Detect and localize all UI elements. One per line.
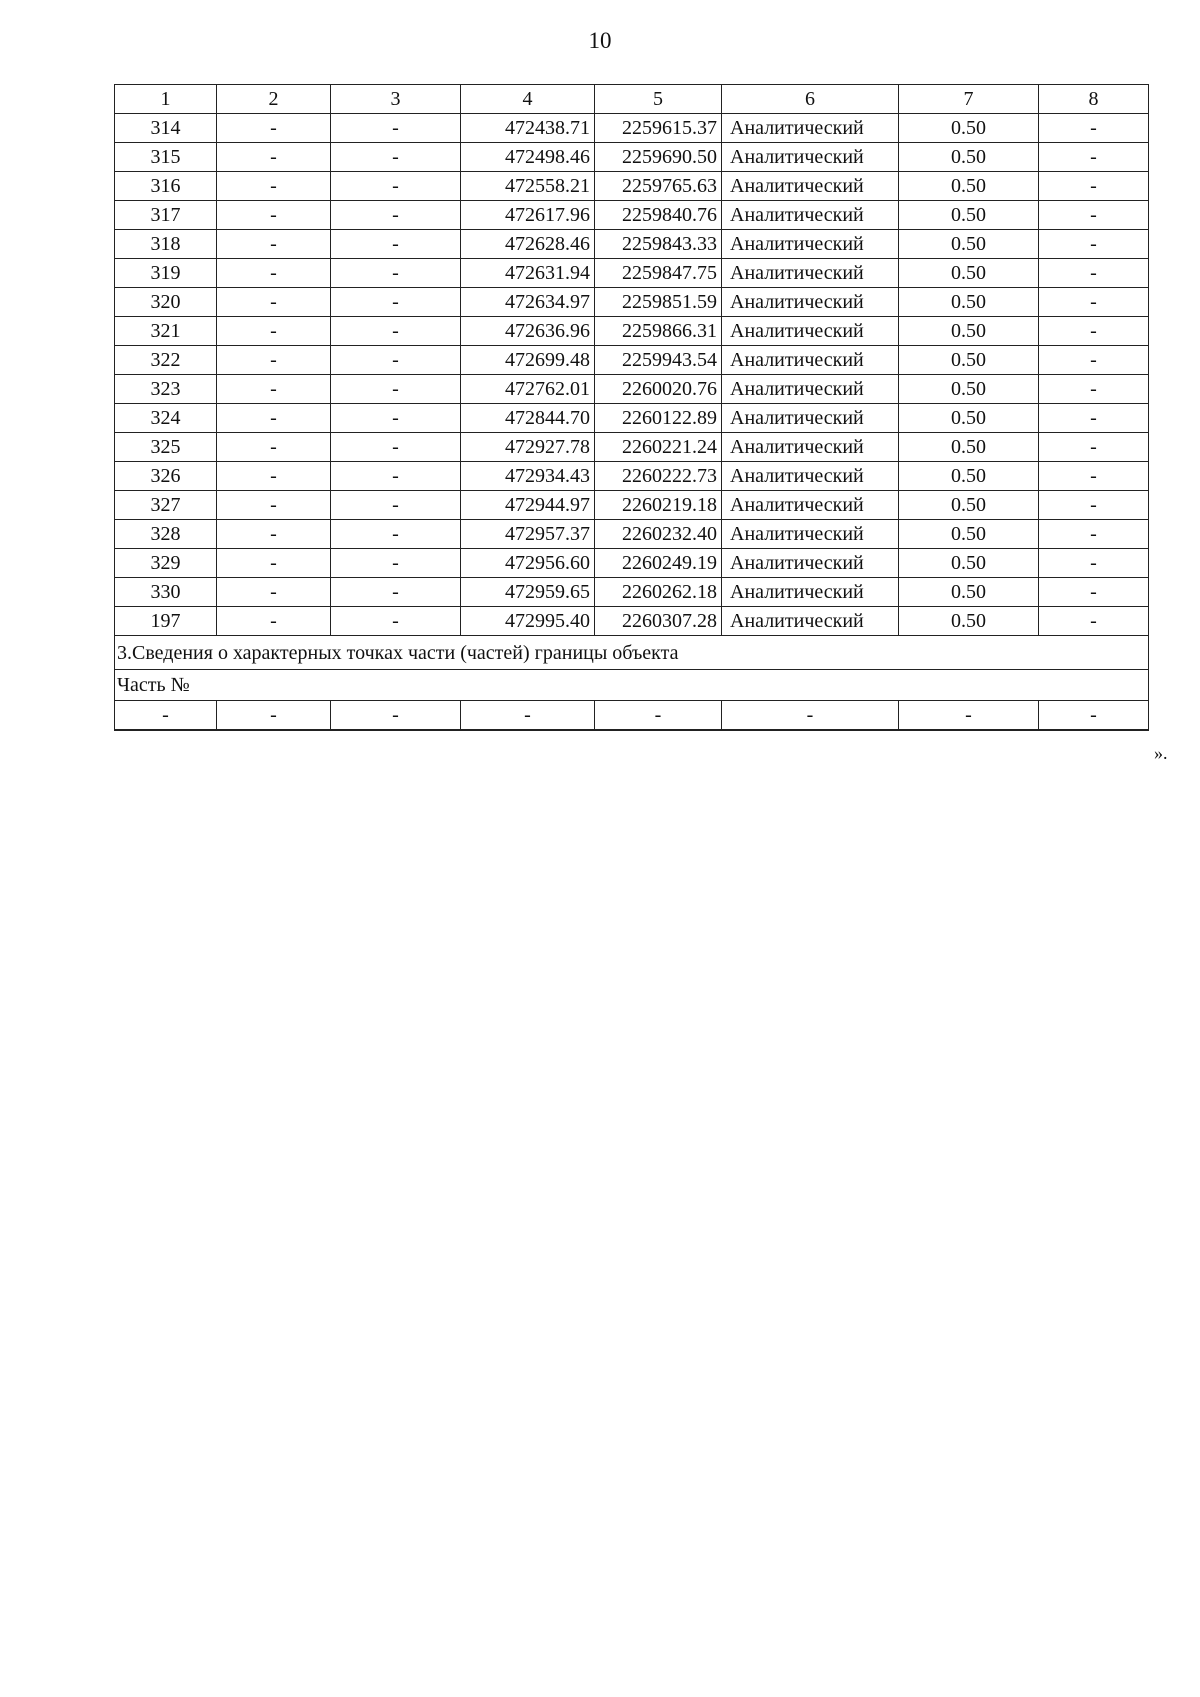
table-cell-col-5: 2260122.89 [595, 404, 722, 433]
table-cell-col-3: - [331, 288, 461, 317]
table-cell-col-3: - [331, 317, 461, 346]
table-cell-col-5: 2259690.50 [595, 143, 722, 172]
table-cell-col-8: - [1039, 230, 1149, 259]
table-cell-col-4: 472762.01 [461, 375, 595, 404]
table-cell-col-6: Аналитический [722, 375, 899, 404]
table-cell-col-5: 2259843.33 [595, 230, 722, 259]
table-cell-col-4: 472934.43 [461, 462, 595, 491]
closing-quote-mark: ». [1154, 743, 1168, 763]
table-cell-col-5: 2260222.73 [595, 462, 722, 491]
table-cell-col-6: Аналитический [722, 143, 899, 172]
table-cell-col-1: 324 [115, 404, 217, 433]
table-cell-col-2: - [217, 607, 331, 636]
table-cell-col-2: - [217, 230, 331, 259]
table-cell-col-8: - [1039, 578, 1149, 607]
table-row [115, 520, 1149, 549]
table-cell-col-3: - [331, 491, 461, 520]
part-cell-3: - [331, 701, 461, 731]
header-cell-6: 6 [722, 85, 899, 114]
table-body [115, 114, 1149, 636]
table-cell-col-1: 320 [115, 288, 217, 317]
table-row [115, 462, 1149, 491]
table-cell-col-8: - [1039, 462, 1149, 491]
table-cell-col-3: - [331, 520, 461, 549]
table-cell-col-6: Аналитический [722, 259, 899, 288]
table-cell-col-5: 2260249.19 [595, 549, 722, 578]
table-cell-col-4: 472634.97 [461, 288, 595, 317]
table-cell-col-1: 316 [115, 172, 217, 201]
table-cell-col-6: Аналитический [722, 230, 899, 259]
table-cell-col-2: - [217, 520, 331, 549]
table-cell-col-7: 0.50 [899, 143, 1039, 172]
table-cell-col-5: 2259840.76 [595, 201, 722, 230]
table-cell-col-4: 472438.71 [461, 114, 595, 143]
table-cell-col-2: - [217, 143, 331, 172]
table-cell-col-4: 472558.21 [461, 172, 595, 201]
table-cell-col-6: Аналитический [722, 520, 899, 549]
table-cell-col-1: 328 [115, 520, 217, 549]
table-row [115, 578, 1149, 607]
table-cell-col-3: - [331, 259, 461, 288]
table-cell-col-3: - [331, 578, 461, 607]
table-cell-col-2: - [217, 288, 331, 317]
table-cell-col-6: Аналитический [722, 172, 899, 201]
page-number: 10 [588, 28, 612, 53]
table-row [115, 114, 1149, 143]
table-cell-col-6: Аналитический [722, 404, 899, 433]
table-cell-col-6: Аналитический [722, 491, 899, 520]
table-cell-col-3: - [331, 375, 461, 404]
table-cell-col-2: - [217, 114, 331, 143]
table-cell-col-8: - [1039, 607, 1149, 636]
table-cell-col-7: 0.50 [899, 491, 1039, 520]
table-cell-col-4: 472617.96 [461, 201, 595, 230]
table-cell-col-6: Аналитический [722, 346, 899, 375]
table-cell-col-8: - [1039, 172, 1149, 201]
table-cell-col-5: 2259943.54 [595, 346, 722, 375]
table-cell-col-5: 2260219.18 [595, 491, 722, 520]
table-cell-col-2: - [217, 462, 331, 491]
part-cell-4: - [461, 701, 595, 731]
header-cell-5: 5 [595, 85, 722, 114]
table-cell-col-7: 0.50 [899, 114, 1039, 143]
table-cell-col-5: 2259765.63 [595, 172, 722, 201]
table-cell-col-7: 0.50 [899, 578, 1039, 607]
table-cell-col-8: - [1039, 114, 1149, 143]
table-row [115, 201, 1149, 230]
table-cell-col-1: 327 [115, 491, 217, 520]
table-cell-col-3: - [331, 346, 461, 375]
table-cell-col-7: 0.50 [899, 317, 1039, 346]
part-label-row [115, 670, 1149, 701]
table-cell-col-4: 472699.48 [461, 346, 595, 375]
table-cell-col-4: 472636.96 [461, 317, 595, 346]
table-cell-col-4: 472959.65 [461, 578, 595, 607]
table-row [115, 317, 1149, 346]
table-cell-col-8: - [1039, 549, 1149, 578]
table-cell-col-8: - [1039, 375, 1149, 404]
table-cell-col-6: Аналитический [722, 114, 899, 143]
table-cell-col-1: 315 [115, 143, 217, 172]
table-cell-col-3: - [331, 462, 461, 491]
section-title: 3.Сведения о характерных точках части (частей) границы объекта [115, 636, 1149, 670]
table-header-row [115, 85, 1149, 114]
table-cell-col-5: 2259615.37 [595, 114, 722, 143]
table-cell-col-8: - [1039, 433, 1149, 462]
table-cell-col-3: - [331, 607, 461, 636]
table-cell-col-5: 2260232.40 [595, 520, 722, 549]
table-cell-col-8: - [1039, 520, 1149, 549]
table-cell-col-6: Аналитический [722, 201, 899, 230]
table-cell-col-8: - [1039, 491, 1149, 520]
table-cell-col-7: 0.50 [899, 375, 1039, 404]
table-cell-col-4: 472628.46 [461, 230, 595, 259]
table-cell-col-1: 321 [115, 317, 217, 346]
table-cell-col-4: 472995.40 [461, 607, 595, 636]
part-cell-8: - [1039, 701, 1149, 731]
table-cell-col-7: 0.50 [899, 433, 1039, 462]
table-cell-col-7: 0.50 [899, 201, 1039, 230]
table-cell-col-7: 0.50 [899, 462, 1039, 491]
table-cell-col-2: - [217, 201, 331, 230]
header-cell-2: 2 [217, 85, 331, 114]
table-cell-col-1: 318 [115, 230, 217, 259]
part-cell-2: - [217, 701, 331, 731]
table-row [115, 172, 1149, 201]
table-cell-col-1: 317 [115, 201, 217, 230]
table-cell-col-3: - [331, 201, 461, 230]
table-cell-col-4: 472944.97 [461, 491, 595, 520]
table-cell-col-1: 197 [115, 607, 217, 636]
part-cell-1: - [115, 701, 217, 731]
table-cell-col-4: 472844.70 [461, 404, 595, 433]
table-cell-col-5: 2260221.24 [595, 433, 722, 462]
table-cell-col-2: - [217, 172, 331, 201]
table-cell-col-4: 472957.37 [461, 520, 595, 549]
table-cell-col-5: 2260020.76 [595, 375, 722, 404]
table-cell-col-3: - [331, 114, 461, 143]
table-row [115, 143, 1149, 172]
table-cell-col-4: 472956.60 [461, 549, 595, 578]
table-cell-col-1: 319 [115, 259, 217, 288]
table-cell-col-2: - [217, 549, 331, 578]
table-row [115, 288, 1149, 317]
table-cell-col-2: - [217, 491, 331, 520]
table-cell-col-5: 2259851.59 [595, 288, 722, 317]
table-cell-col-1: 326 [115, 462, 217, 491]
table-cell-col-2: - [217, 433, 331, 462]
table-cell-col-5: 2260307.28 [595, 607, 722, 636]
table-cell-col-7: 0.50 [899, 520, 1039, 549]
table-cell-col-7: 0.50 [899, 549, 1039, 578]
table-cell-col-5: 2260262.18 [595, 578, 722, 607]
table-cell-col-2: - [217, 259, 331, 288]
table-cell-col-7: 0.50 [899, 607, 1039, 636]
table-cell-col-6: Аналитический [722, 288, 899, 317]
table-cell-col-4: 472498.46 [461, 143, 595, 172]
header-cell-7: 7 [899, 85, 1039, 114]
table-cell-col-6: Аналитический [722, 549, 899, 578]
table-row [115, 346, 1149, 375]
header-cell-1: 1 [115, 85, 217, 114]
table-cell-col-2: - [217, 346, 331, 375]
table-cell-col-8: - [1039, 404, 1149, 433]
table-cell-col-3: - [331, 143, 461, 172]
table-cell-col-3: - [331, 404, 461, 433]
table-cell-col-2: - [217, 375, 331, 404]
table-cell-col-1: 325 [115, 433, 217, 462]
header-cell-4: 4 [461, 85, 595, 114]
part-data-row [115, 701, 1149, 731]
section-row [115, 636, 1149, 670]
table-cell-col-7: 0.50 [899, 230, 1039, 259]
part-label: Часть № [115, 670, 1149, 701]
table-cell-col-6: Аналитический [722, 578, 899, 607]
table-cell-col-7: 0.50 [899, 172, 1039, 201]
table-row [115, 433, 1149, 462]
table-cell-col-3: - [331, 549, 461, 578]
table-cell-col-2: - [217, 578, 331, 607]
table-cell-col-1: 322 [115, 346, 217, 375]
part-cell-7: - [899, 701, 1039, 731]
table-cell-col-8: - [1039, 346, 1149, 375]
table-row [115, 491, 1149, 520]
table-row [115, 404, 1149, 433]
table-cell-col-3: - [331, 433, 461, 462]
table-cell-col-1: 330 [115, 578, 217, 607]
table-cell-col-5: 2259866.31 [595, 317, 722, 346]
table-cell-col-1: 323 [115, 375, 217, 404]
table-cell-col-5: 2259847.75 [595, 259, 722, 288]
table-cell-col-6: Аналитический [722, 433, 899, 462]
table-cell-col-3: - [331, 230, 461, 259]
part-cell-5: - [595, 701, 722, 731]
table-cell-col-6: Аналитический [722, 607, 899, 636]
table-cell-col-6: Аналитический [722, 462, 899, 491]
table-cell-col-8: - [1039, 201, 1149, 230]
table-row [115, 375, 1149, 404]
table-cell-col-4: 472927.78 [461, 433, 595, 462]
table-cell-col-7: 0.50 [899, 404, 1039, 433]
table-cell-col-1: 314 [115, 114, 217, 143]
boundary-points-table [114, 84, 1149, 731]
table-cell-col-2: - [217, 404, 331, 433]
table-cell-col-1: 329 [115, 549, 217, 578]
table-cell-col-8: - [1039, 143, 1149, 172]
table-cell-col-2: - [217, 317, 331, 346]
table-cell-col-7: 0.50 [899, 259, 1039, 288]
table-row [115, 607, 1149, 636]
table-cell-col-8: - [1039, 259, 1149, 288]
table-row [115, 549, 1149, 578]
table-row [115, 259, 1149, 288]
header-cell-3: 3 [331, 85, 461, 114]
table-cell-col-4: 472631.94 [461, 259, 595, 288]
table-cell-col-7: 0.50 [899, 288, 1039, 317]
header-cell-8: 8 [1039, 85, 1149, 114]
table-cell-col-6: Аналитический [722, 317, 899, 346]
table-cell-col-7: 0.50 [899, 346, 1039, 375]
table-cell-col-8: - [1039, 288, 1149, 317]
part-cell-6: - [722, 701, 899, 731]
table-row [115, 230, 1149, 259]
table-cell-col-8: - [1039, 317, 1149, 346]
table-cell-col-3: - [331, 172, 461, 201]
